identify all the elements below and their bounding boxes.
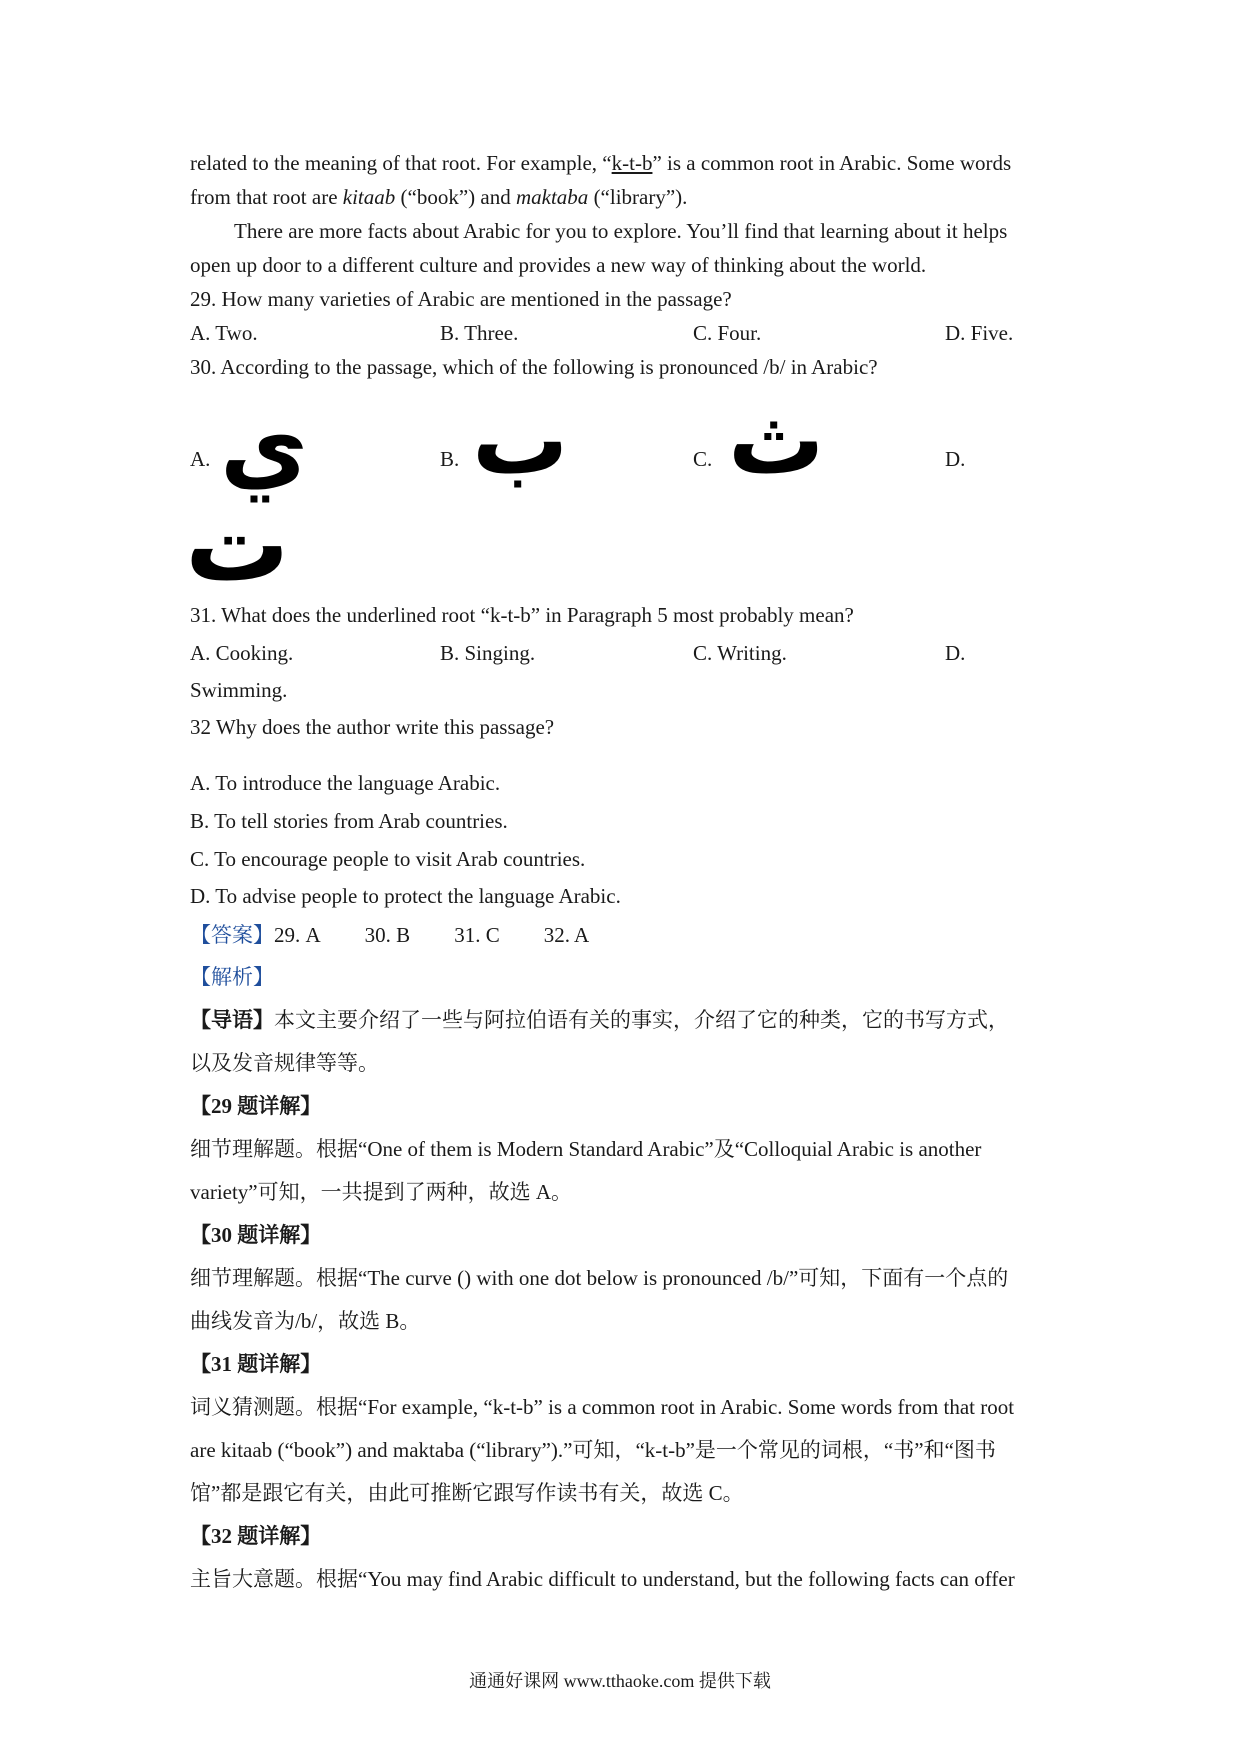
page-footer: 通通好课网 www.tthaoke.com 提供下载	[469, 1671, 771, 1691]
explain-29-line2: variety”可知，一共提到了两种，故选 A。	[190, 1180, 573, 1204]
arabic-glyph-ta: ت	[185, 483, 290, 605]
answer-29: 29. A	[274, 923, 321, 947]
para5-line1	[190, 148, 1011, 178]
text-span: ” is a common root in Arabic. Some words	[652, 151, 1012, 175]
arabic-glyph-tha: ث	[728, 384, 825, 496]
word-kitaab: kitaab	[342, 185, 396, 209]
text-span: from that root are	[190, 185, 343, 209]
q29-stem: 29. How many varieties of Arabic are mentioned in the passage?	[190, 287, 732, 311]
intro-line2: 以及发音规律等等。	[190, 1051, 379, 1075]
para6-line2: open up door to a different culture and provides a new way of thinking about the world.	[190, 253, 927, 277]
q32-option-c: C. To encourage people to visit Arab countries.	[190, 847, 586, 871]
answer-31: 31. C	[454, 923, 500, 947]
para6-line1: There are more facts about Arabic for you to explore. You’ll find that learning about it helps	[234, 219, 1008, 243]
para5-line2	[190, 182, 687, 212]
explain-31-line3: 馆”都是跟它有关，由此可推断它跟写作读书有关，故选 C。	[190, 1481, 744, 1505]
intro-label: 【导语】	[190, 1008, 274, 1032]
q30-option-a: A.	[190, 447, 211, 471]
answer-30: 30. B	[364, 923, 411, 947]
q31-option-a: A. Cooking.	[190, 641, 294, 665]
text-span: (“library”).	[588, 185, 688, 209]
word-maktaba: maktaba	[515, 185, 589, 209]
text-span: (“book”) and	[395, 185, 516, 209]
heading-31: 【31 题详解】	[190, 1352, 322, 1376]
analysis-label: 【解析】	[190, 965, 274, 989]
explain-31-line2: are kitaab (“book”) and maktaba (“library”).”可知，“k-t-b”是一个常见的词根，“书”和“图书	[190, 1438, 996, 1462]
explain-29-line1: 细节理解题。根据“One of them is Modern Standard Arabic”及“Colloquial Arabic is another	[190, 1137, 982, 1161]
heading-29: 【29 题详解】	[190, 1094, 322, 1118]
q30-option-b: B.	[440, 447, 460, 471]
text-span: related to the meaning of that root. For example, “	[190, 151, 612, 175]
q29-option-c: C. Four.	[693, 321, 762, 345]
explain-32-line1: 主旨大意题。根据“You may find Arabic difficult to understand, but the following facts can offer	[190, 1567, 1015, 1591]
heading-32: 【32 题详解】	[190, 1524, 322, 1548]
text-span: 本文主要介绍了一些与阿拉伯语有关的事实，介绍了它的种类，它的书写方式，	[274, 1008, 1009, 1032]
q30-stem: 30. According to the passage, which of the following is pronounced /b/ in Arabic?	[190, 355, 878, 379]
q29-option-a: A. Two.	[190, 321, 258, 345]
heading-30: 【30 题详解】	[190, 1223, 322, 1247]
explain-31-line1: 词义猜测题。根据“For example, “k-t-b” is a common root in Arabic. Some words from that root	[190, 1395, 1015, 1419]
q29-option-b: B. Three.	[440, 321, 519, 345]
answer-label: 【答案】	[190, 923, 274, 947]
intro-line1	[190, 1005, 1009, 1035]
q32-option-b: B. To tell stories from Arab countries.	[190, 809, 508, 833]
q32-option-a: A. To introduce the language Arabic.	[190, 771, 501, 795]
q31-option-c: C. Writing.	[693, 641, 787, 665]
q31-option-d: D.	[945, 641, 966, 665]
explain-30-line1: 细节理解题。根据“The curve () with one dot below is pronounced /b/”可知，下面有一个点的	[190, 1266, 1009, 1290]
q30-option-c: C.	[693, 447, 713, 471]
q29-option-d: D. Five.	[945, 321, 1014, 345]
arabic-glyph-ya: ي	[220, 390, 308, 502]
q31-option-d-wrap: Swimming.	[190, 678, 288, 702]
q30-option-d: D.	[945, 447, 966, 471]
q32-option-d: D. To advise people to protect the language Arabic.	[190, 884, 621, 908]
answer-32: 32. A	[543, 923, 590, 947]
q31-stem: 31. What does the underlined root “k-t-b” in Paragraph 5 most probably mean?	[190, 603, 854, 627]
q32-stem: 32 Why does the author write this passage?	[190, 715, 555, 739]
underlined-root: k-t-b	[611, 151, 653, 175]
answer-line	[190, 920, 589, 950]
arabic-glyph-ba: ب	[472, 384, 569, 496]
explain-30-line2: 曲线发音为/b/，故选 B。	[190, 1309, 421, 1333]
q31-option-b: B. Singing.	[440, 641, 536, 665]
